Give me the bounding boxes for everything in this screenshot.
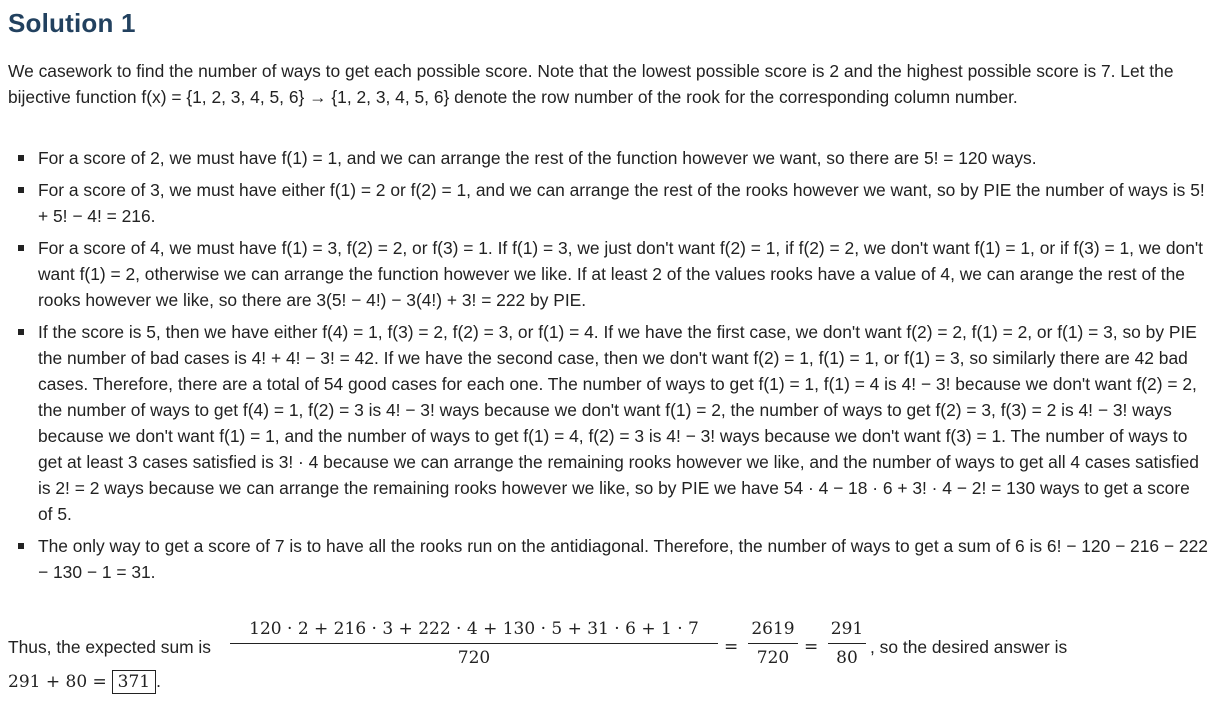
- expected-sum-fraction: [230, 619, 718, 668]
- final-answer-line: [8, 668, 161, 695]
- case-score-3: For a score of 3, we must have either f(1) = 2 or f(2) = 1, and we can arrange the rest of the rooks however we want, so by PIE the number of ways is 5! + 5! − 4! = 216.: [8, 177, 1208, 229]
- intermediate-numerator: 2619: [751, 619, 795, 639]
- case-score-2: For a score of 2, we must have f(1) = 1, and we can arrange the rest of the function however we want, so there are 5! = 120 ways.: [8, 145, 1208, 171]
- intermediate-fraction: [748, 619, 798, 668]
- case-score-5: If the score is 5, then we have either f(4) = 1, f(3) = 2, f(2) = 3, or f(1) = 4. If we have the first case, we don't want f(2) = 2, f(1) = 2, or f(1) = 3, so by PIE the number of bad cases is 4! + 4! − 3! = 42. If we have the second case, then we don't want f(2) = 1, f(1) = 1, or f(1) = 3, so similarly there are 42 bad cases. Therefore, there are a total of 54 good cases for each one. The number of ways to get f(1) = 1, f(1) = 4 is 4! − 3! because we don't want f(2) = 2, the number of ways to get f(4) = 1, f(2) = 3 is 4! − 3! ways because we don't want f(1) = 2, the number of ways to get f(2) = 3, f(3) = 2 is 4! − 3! ways because we don't want f(1) = 1, and the number of ways to get f(1) = 4, f(2) = 3 is 4! − 3! ways because we don't want f(3) = 1. The number of ways to get at least 3 cases satisfied is 3! · 4 because we can arrange the remaining rooks however we like, and the number of ways to get all 4 cases satisfied is 2! = 2 ways because we can arrange the remaining rooks however we like, so by PIE we have 54 · 4 − 18 · 6 + 3! · 4 − 2! = 130 ways to get a score of 5.: [8, 319, 1208, 527]
- intro-paragraph: We casework to find the number of ways to get each possible score. Note that the lowest possible score is 2 and the highest possible score is 7. Let the bijective function f(x) = {1, 2, 3, 4, 5, 6} → {1, 2, 3, 4, 5, 6} denote the row number of the rook for the corresponding column number.: [8, 61, 1174, 107]
- case-score-4: For a score of 4, we must have f(1) = 3, f(2) = 2, or f(3) = 1. If f(1) = 3, we just don't want f(2) = 1, if f(2) = 2, we don't want f(1) = 1, or if f(3) = 1, we don't want f(1) = 2, otherwise we can arrange the function however we like. If at least 2 of the values rooks have a value of 4, we can arange the rest of the rooks however we like, so there are 3(5! − 4!) − 3(4!) + 3! = 222 by PIE.: [8, 235, 1208, 313]
- intermediate-denominator: 720: [756, 648, 790, 668]
- boxed-answer: 371: [112, 670, 156, 694]
- case-score-6-7: The only way to get a score of 7 is to have all the rooks run on the antidiagonal. Therefore, the number of ways to get a sum of 6 is 6! − 120 − 216 − 222 − 130 − 1 = 31.: [8, 533, 1208, 585]
- solution-heading: Solution 1: [8, 8, 136, 38]
- reduced-denominator: 80: [836, 648, 858, 668]
- equals-sign: =: [804, 637, 819, 657]
- final-period: .: [156, 671, 161, 691]
- reduced-numerator: 291: [830, 619, 864, 639]
- final-expression: 291 + 80 =: [8, 672, 107, 692]
- case-list: [8, 145, 1208, 591]
- conclusion-line: [8, 615, 1208, 675]
- reduced-fraction: [828, 619, 866, 668]
- equals-sign: =: [724, 637, 739, 657]
- conclusion-lead: Thus, the expected sum is: [8, 637, 211, 657]
- expected-sum-denominator: 720: [457, 648, 491, 668]
- conclusion-tail: , so the desired answer is: [870, 637, 1068, 657]
- expected-sum-numerator: 120 · 2 + 216 · 3 + 222 · 4 + 130 · 5 + 31 · 6 + 1 · 7: [249, 619, 699, 639]
